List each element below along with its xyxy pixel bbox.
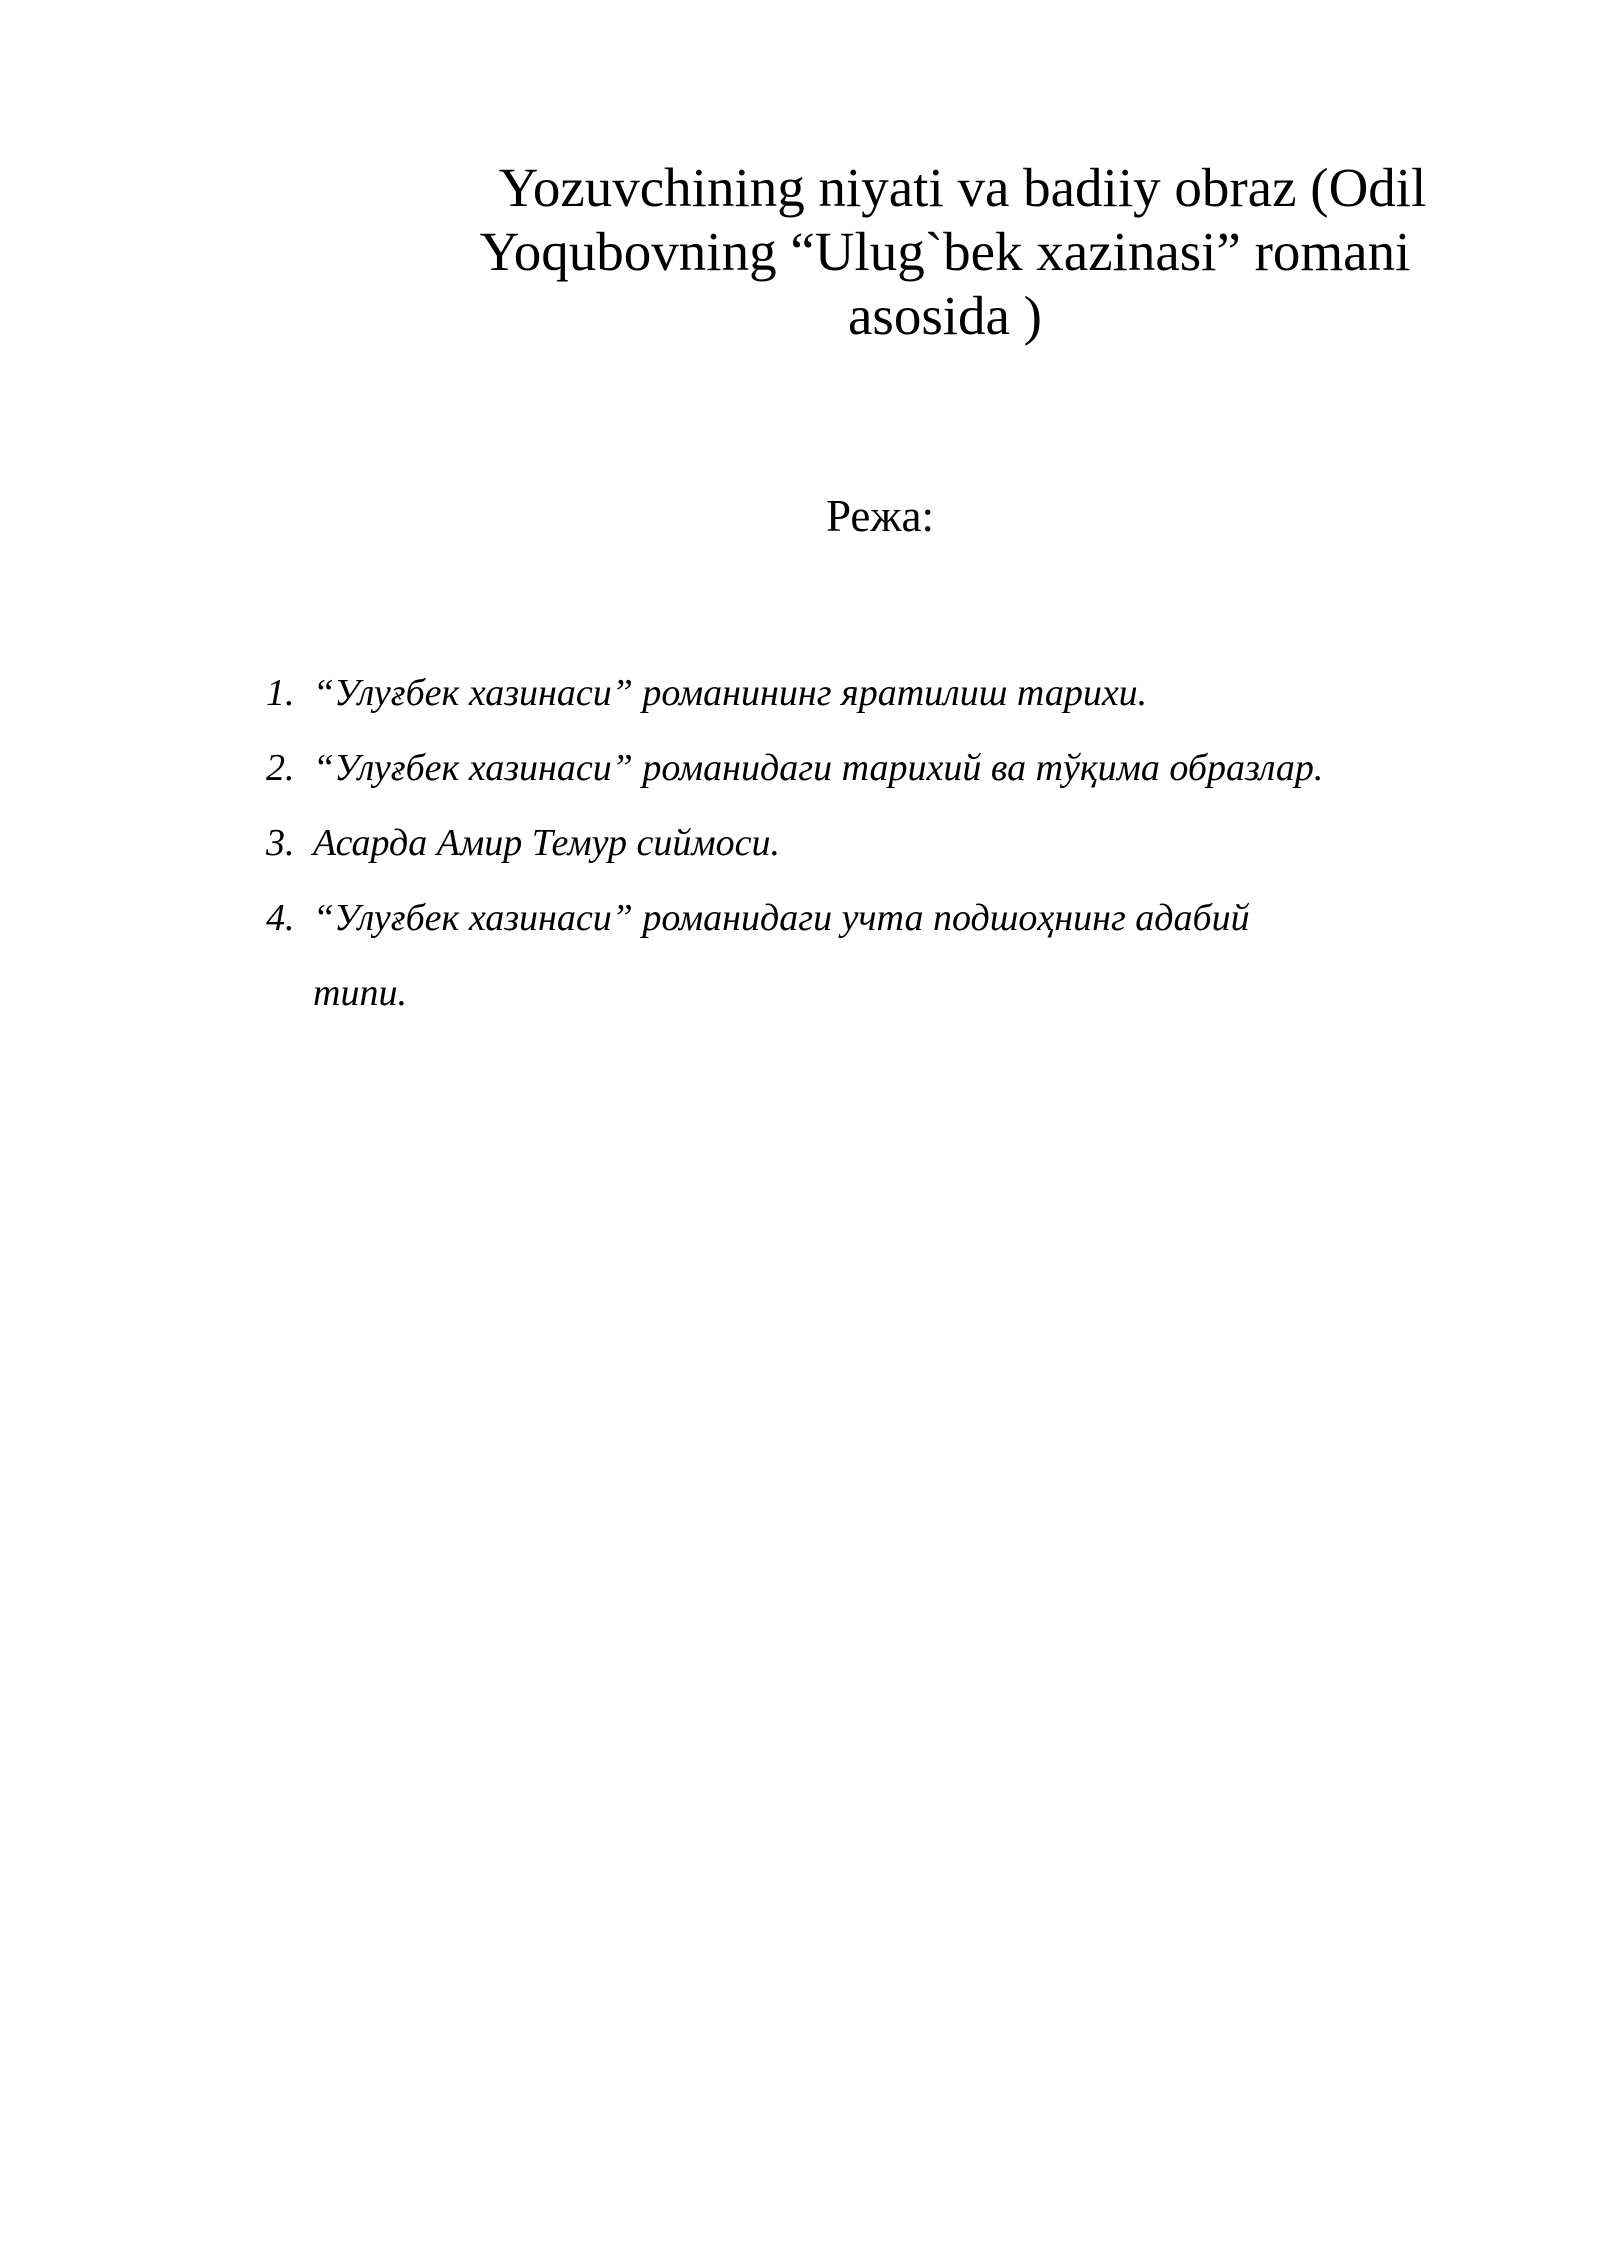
plan-item-text: “Улуғбек хазинаси” романининг яратилиш тарихи. (313, 672, 1148, 714)
plan-item (266, 656, 1526, 731)
plan-item-number: 4. (266, 897, 295, 939)
plan-item-text: “Улуғбек хазинаси” романидаги учта подшоҳнинг адабий (313, 897, 1250, 939)
title-line: Yozuvchining niyati va badiiy obraz (Odil (498, 157, 1427, 218)
plan-item-continuation: типи. (313, 972, 407, 1014)
title-line: Yoqubovning “Ulug`bek xazinasi” romani (479, 221, 1411, 282)
plan-item-text: “Улуғбек хазинаси” романидаги тарихий ва тўқима образлар. (313, 747, 1324, 789)
plan-item (266, 731, 1526, 806)
plan-item (266, 881, 1526, 1031)
plan-item-number: 3. (266, 822, 295, 864)
plan-item-text: Асарда Амир Темур сиймоси. (313, 822, 780, 864)
title-line: asosida ) (848, 285, 1042, 346)
plan-item-number: 2. (266, 747, 295, 789)
plan-item (266, 806, 1526, 881)
document-title (395, 156, 1495, 348)
plan-heading: Режа: (826, 491, 934, 541)
plan-item-number: 1. (266, 672, 295, 714)
plan-list (266, 656, 1526, 1031)
